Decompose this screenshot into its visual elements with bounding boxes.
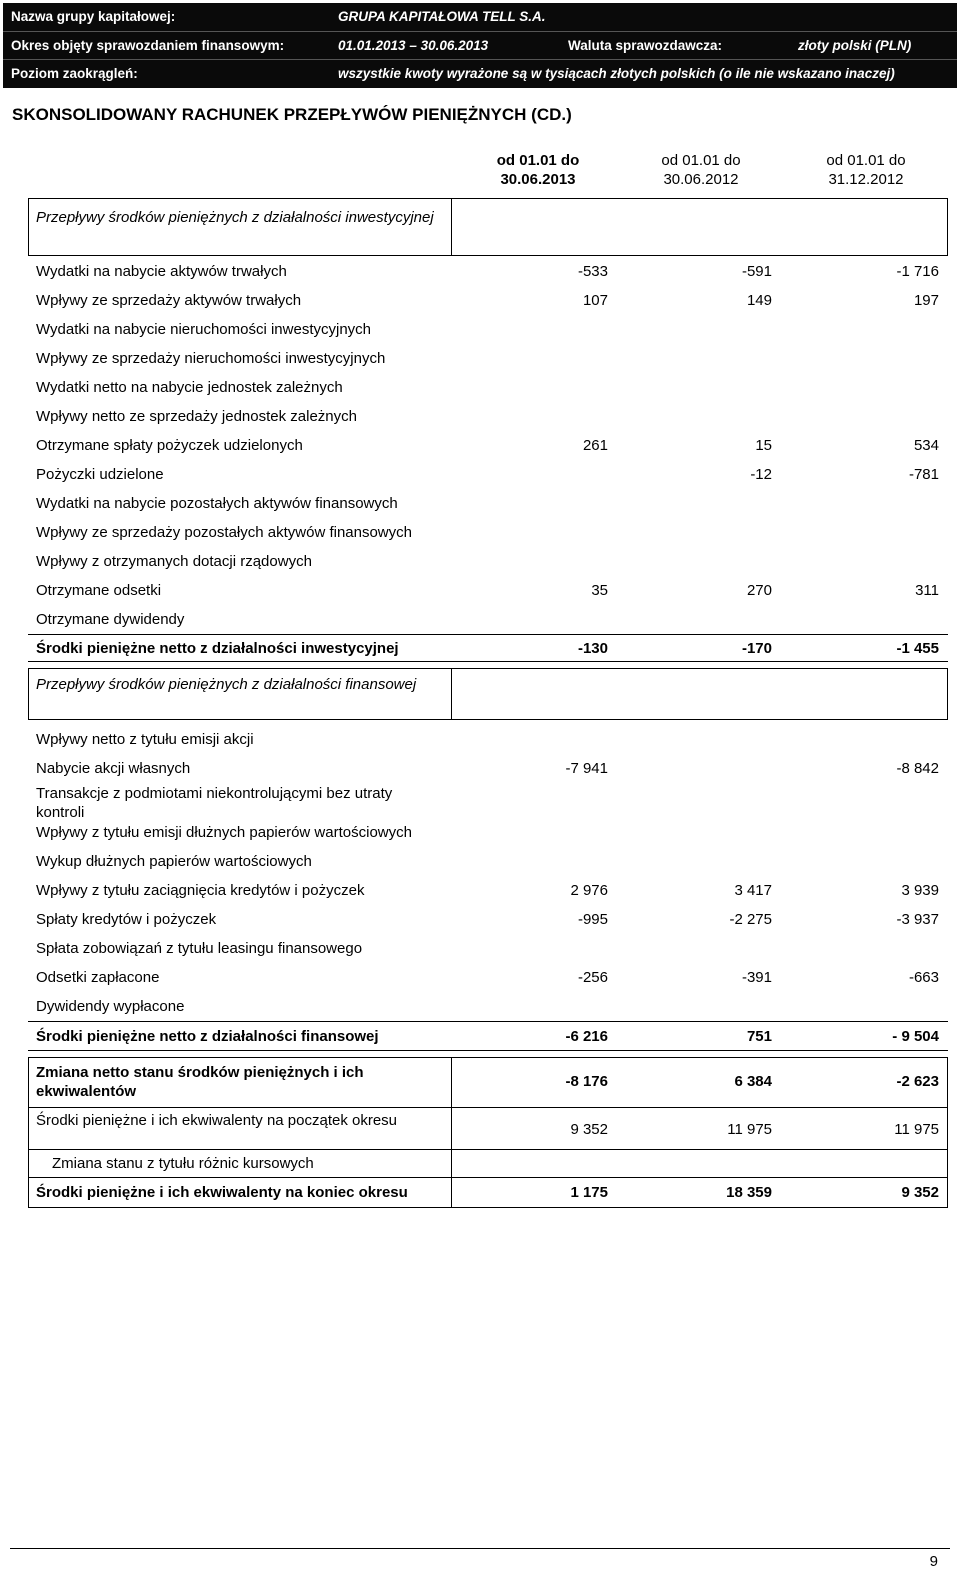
value-2012h1: -2 275	[729, 911, 772, 928]
header-row-group	[3, 3, 957, 32]
row-label: Zmiana netto stanu środków pieniężnych i ich ekwiwalentów	[36, 1064, 364, 1100]
rounding-label: Poziom zaokrągleń:	[11, 66, 138, 81]
value-2013h1: -995	[577, 911, 608, 928]
table-row	[28, 968, 948, 996]
header-row-rounding	[3, 60, 957, 88]
value-2012h1: -591	[741, 263, 772, 280]
value-2012fy: -1 716	[896, 263, 939, 280]
row-label: Nabycie akcji własnych	[36, 760, 191, 777]
period-value: 01.01.2013 – 30.06.2013	[338, 37, 489, 53]
value-2012fy: 11 975	[894, 1121, 939, 1138]
group-label: Nazwa grupy kapitałowej:	[11, 9, 176, 24]
table-row	[28, 290, 948, 319]
row-label: Transakcje z podmiotami niekontrolującymi bez utraty kontroli	[36, 785, 393, 821]
investing-heading-box	[28, 198, 948, 256]
row-label: Środki pieniężne netto z działalności finansowej	[36, 1028, 379, 1045]
row-label: Pożyczki udzielone	[36, 466, 164, 483]
value-2013h1: -6 216	[565, 1028, 608, 1045]
value-2012fy: - 9 504	[892, 1028, 939, 1045]
currency-value: złoty polski (PLN)	[798, 37, 912, 53]
row-label: Wpływy ze sprzedaży aktywów trwałych	[36, 292, 302, 309]
value-2013h1: -8 176	[565, 1073, 608, 1090]
value-2012fy: 9 352	[901, 1184, 939, 1201]
value-2013h1: 35	[591, 582, 608, 599]
group-value: GRUPA KAPITAŁOWA TELL S.A.	[338, 9, 546, 24]
investing-heading: Przepływy środków pieniężnych z działalności inwestycyjnej	[36, 209, 434, 226]
row-label: Wpływy ze sprzedaży pozostałych aktywów finansowych	[36, 524, 412, 541]
financing-heading: Przepływy środków pieniężnych z działalności finansowej	[36, 676, 417, 693]
row-label: Środki pieniężne i ich ekwiwalenty na początek okresu	[36, 1112, 398, 1129]
value-2012fy: -3 937	[896, 911, 939, 928]
column-header-line1: od 01.01 do	[496, 152, 580, 169]
column-header-2012h1	[631, 151, 771, 189]
value-2012h1: 270	[746, 582, 772, 599]
value-2013h1: -533	[577, 263, 608, 280]
net-change-row	[28, 1057, 948, 1108]
divider	[28, 634, 948, 635]
rounding-value: wszystkie kwoty wyrażone są w tysiącach złotych polskich (o ile nie wskazano inaczej)	[338, 66, 895, 81]
row-label: Zmiana stanu z tytułu różnic kursowych	[52, 1155, 314, 1172]
value-2012fy: -663	[908, 969, 939, 986]
table-row	[28, 319, 948, 348]
value-2012fy: 197	[913, 292, 939, 309]
row-label: Wydatki na nabycie pozostałych aktywów finansowych	[36, 495, 398, 512]
heading-divider	[451, 198, 452, 256]
row-label: Środki pieniężne i ich ekwiwalenty na koniec okresu	[36, 1184, 408, 1201]
column-header-line1: od 01.01 do	[661, 152, 741, 169]
financing-total-row	[28, 1021, 948, 1051]
value-2012fy: 3 939	[901, 882, 939, 899]
value-2012h1: 6 384	[734, 1073, 772, 1090]
report-header	[3, 3, 957, 88]
row-label: Wpływy ze sprzedaży nieruchomości inwestycyjnych	[36, 350, 386, 367]
value-2012fy: 534	[913, 437, 939, 454]
header-row-period	[3, 32, 957, 61]
row-label: Środki pieniężne netto z działalności inwestycyjnej	[36, 640, 399, 657]
value-2012h1: 18 359	[726, 1184, 772, 1201]
table-row	[28, 377, 948, 406]
table-row	[28, 881, 948, 909]
table-row	[28, 493, 948, 522]
value-2012h1: -12	[750, 466, 772, 483]
row-label: Wydatki na nabycie nieruchomości inwestycyjnych	[36, 321, 372, 338]
table-row	[28, 823, 948, 851]
table-row	[28, 910, 948, 938]
value-2012h1: -170	[741, 640, 772, 657]
value-2012h1: 15	[755, 437, 772, 454]
row-label: Otrzymane odsetki	[36, 582, 162, 599]
opening-balance-row	[28, 1108, 948, 1150]
value-2012h1: 3 417	[734, 882, 772, 899]
table-row	[28, 435, 948, 464]
row-label: Otrzymane dywidendy	[36, 611, 185, 628]
currency-label: Waluta sprawozdawcza:	[568, 37, 723, 53]
investing-total-row	[28, 634, 948, 662]
table-row	[28, 852, 948, 880]
value-2012fy: -8 842	[896, 760, 939, 777]
value-2013h1: 261	[582, 437, 608, 454]
row-label: Wpływy netto z tytułu emisji akcji	[36, 731, 254, 748]
column-header-2012fy	[796, 151, 936, 189]
value-2012fy: -2 623	[896, 1073, 939, 1090]
value-2013h1: 9 352	[570, 1121, 608, 1138]
value-2013h1: -7 941	[565, 760, 608, 777]
table-row	[28, 756, 948, 784]
table-row	[28, 580, 948, 609]
row-label: Wpływy netto ze sprzedaży jednostek zależnych	[36, 408, 357, 425]
row-label: Wpływy z otrzymanych dotacji rządowych	[36, 553, 312, 570]
value-2012h1: 149	[746, 292, 772, 309]
row-label: Otrzymane spłaty pożyczek udzielonych	[36, 437, 303, 454]
row-label: Spłaty kredytów i pożyczek	[36, 911, 217, 928]
row-label: Wykup dłużnych papierów wartościowych	[36, 853, 312, 870]
table-row	[28, 551, 948, 580]
value-2013h1: 107	[582, 292, 608, 309]
table-row	[28, 464, 948, 493]
fx-change-row	[28, 1150, 948, 1178]
row-label: Wpływy z tytułu emisji dłużnych papierów wartościowych	[36, 824, 412, 841]
column-header-line2: 30.06.2012	[663, 171, 739, 188]
heading-divider	[451, 668, 452, 720]
value-2013h1: -130	[577, 640, 608, 657]
value-2012fy: -781	[908, 466, 939, 483]
closing-balance-row	[28, 1178, 948, 1208]
table-row	[28, 939, 948, 967]
row-label: Spłata zobowiązań z tytułu leasingu finansowego	[36, 940, 363, 957]
value-2013h1: -256	[577, 969, 608, 986]
column-header-line1: od 01.01 do	[826, 152, 906, 169]
row-label: Wpływy z tytułu zaciągnięcia kredytów i pożyczek	[36, 882, 365, 899]
column-header-line2: 30.06.2013	[500, 171, 576, 188]
row-label: Wydatki netto na nabycie jednostek zależnych	[36, 379, 343, 396]
value-2012h1: 751	[746, 1028, 772, 1045]
row-label: Dywidendy wypłacone	[36, 998, 185, 1015]
column-header-2013h1	[468, 151, 608, 189]
table-row	[28, 348, 948, 377]
row-label: Odsetki zapłacone	[36, 969, 160, 986]
value-2012h1: 11 975	[727, 1121, 772, 1138]
value-2012h1: -391	[741, 969, 772, 986]
page-number: 9	[929, 1553, 938, 1570]
table-row	[28, 522, 948, 551]
table-row	[28, 261, 948, 290]
row-label: Wydatki na nabycie aktywów trwałych	[36, 263, 287, 280]
period-label: Okres objęty sprawozdaniem finansowym:	[11, 37, 285, 53]
value-2013h1: 1 175	[570, 1184, 608, 1201]
column-header-line2: 31.12.2012	[828, 171, 904, 188]
page-title: SKONSOLIDOWANY RACHUNEK PRZEPŁYWÓW PIENIĘŻNYCH (CD.)	[12, 105, 572, 124]
value-2012fy: -1 455	[896, 640, 939, 657]
value-2013h1: 2 976	[570, 882, 608, 899]
footer-rule	[10, 1548, 950, 1549]
table-row	[28, 784, 948, 824]
value-2012fy: 311	[915, 582, 939, 599]
table-row	[28, 727, 948, 755]
table-row	[28, 406, 948, 435]
